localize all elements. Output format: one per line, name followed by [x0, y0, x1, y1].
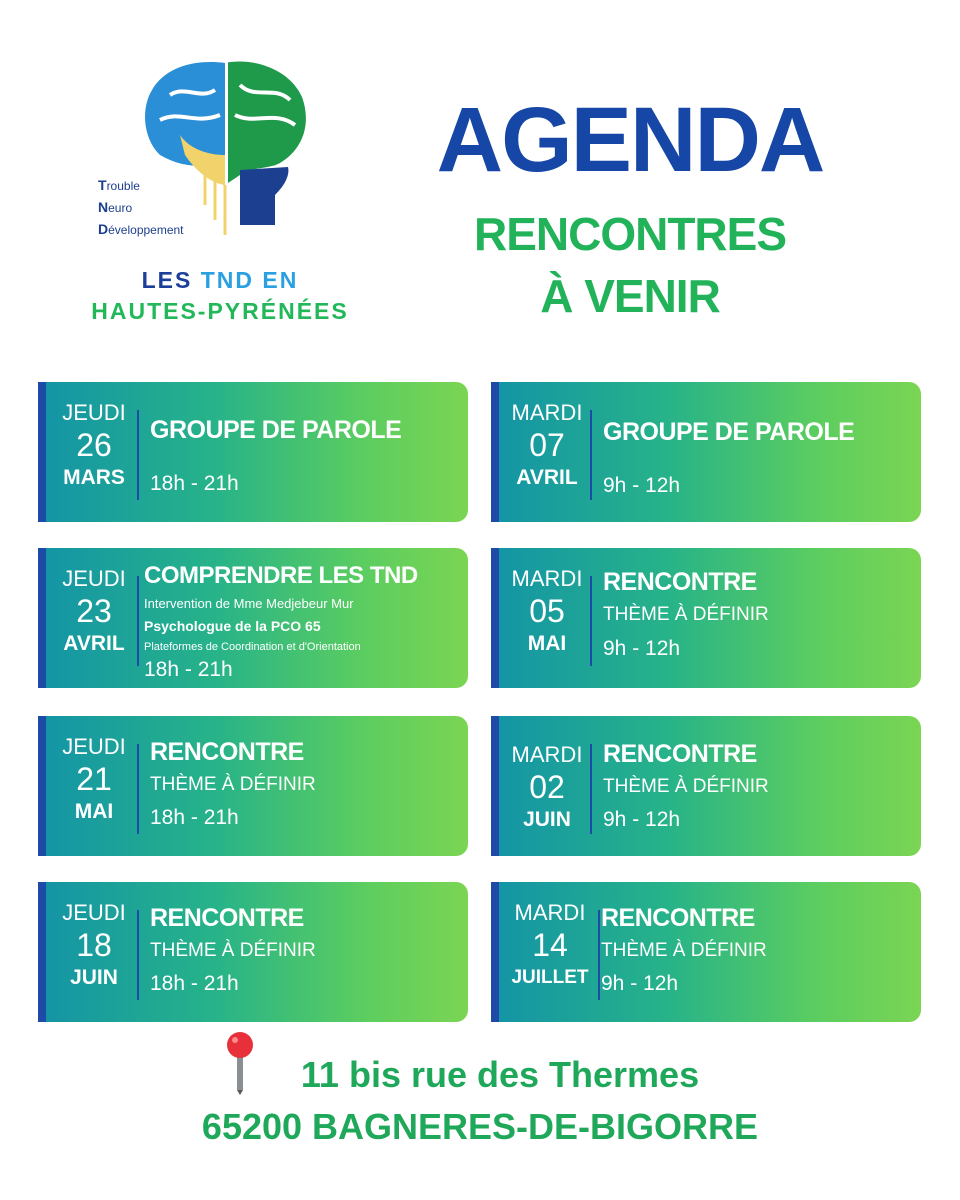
- event-weekday: JEUDI: [62, 566, 126, 591]
- event-date: [503, 900, 597, 992]
- event-time: 9h - 12h: [603, 637, 681, 660]
- address-line2: 65200 BAGNERES-DE-BIGORRE: [201, 1106, 759, 1147]
- divider: [137, 410, 139, 500]
- event-title: RENCONTRE: [603, 568, 757, 596]
- tnd-acronym: [98, 175, 184, 241]
- event-day-number: 02: [529, 769, 565, 805]
- event-weekday: JEUDI: [62, 400, 126, 425]
- event-weekday: JEUDI: [62, 900, 126, 925]
- logo-en: EN: [262, 267, 299, 293]
- event-card: [491, 716, 921, 856]
- event-month: JUIN: [523, 808, 571, 831]
- tnd-word-3: Développement: [98, 221, 184, 237]
- event-weekday: MARDI: [511, 742, 583, 767]
- event-speaker-role: Psychologue de la PCO 65: [144, 618, 321, 634]
- event-theme: THÈME À DÉFINIR: [150, 940, 316, 961]
- event-month: MARS: [63, 466, 125, 489]
- tnd-word-1: Trouble: [98, 177, 140, 193]
- event-date: [54, 400, 134, 492]
- event-weekday: MARDI: [511, 400, 583, 425]
- event-date: [54, 734, 134, 826]
- event-time: 18h - 21h: [150, 972, 239, 995]
- event-month: AVRIL: [63, 632, 125, 655]
- subtitle-line1: RENCONTRES: [473, 208, 787, 260]
- event-day-number: 14: [532, 927, 568, 963]
- divider: [590, 410, 592, 500]
- event-day-number: 26: [76, 427, 112, 463]
- logo-les: LES: [141, 267, 193, 293]
- event-card: [38, 716, 468, 856]
- event-title: RENCONTRE: [603, 740, 757, 768]
- event-theme: THÈME À DÉFINIR: [601, 940, 767, 961]
- subtitle-line2: À VENIR: [540, 270, 720, 322]
- event-card: [38, 382, 468, 522]
- logo-tnd: TND: [200, 267, 255, 293]
- address-line1: 11 bis rue des Thermes: [300, 1054, 700, 1095]
- divider: [137, 744, 139, 834]
- event-title: RENCONTRE: [150, 738, 304, 766]
- event-time: 9h - 12h: [601, 972, 679, 995]
- event-time: 9h - 12h: [603, 808, 681, 831]
- divider: [137, 576, 139, 666]
- event-date: [54, 900, 134, 992]
- event-organisation: Plateformes de Coordination et d'Orientation: [144, 641, 361, 653]
- event-month: AVRIL: [516, 466, 578, 489]
- event-date: [507, 742, 587, 834]
- event-month: MAI: [74, 800, 114, 823]
- event-time: 18h - 21h: [150, 806, 239, 829]
- event-card: [38, 882, 468, 1022]
- event-theme: THÈME À DÉFINIR: [150, 774, 316, 795]
- event-day-number: 05: [529, 593, 565, 629]
- event-card: [38, 548, 468, 688]
- logo-title-line1: [80, 267, 360, 294]
- event-weekday: MARDI: [511, 566, 583, 591]
- divider: [598, 910, 600, 1000]
- tnd-word-2: Neuro: [98, 199, 133, 215]
- page-title: AGENDA: [436, 89, 824, 191]
- event-month: MAI: [527, 632, 567, 655]
- event-theme: THÈME À DÉFINIR: [603, 776, 769, 797]
- event-weekday: JEUDI: [62, 734, 126, 759]
- event-day-number: 21: [76, 761, 112, 797]
- event-card: [491, 382, 921, 522]
- event-title: RENCONTRE: [150, 904, 304, 932]
- divider: [590, 744, 592, 834]
- event-weekday: MARDI: [514, 900, 586, 925]
- event-card: [491, 882, 921, 1022]
- event-title: GROUPE DE PAROLE: [150, 416, 402, 444]
- divider: [590, 576, 592, 666]
- event-title: RENCONTRE: [601, 904, 755, 932]
- divider: [137, 910, 139, 1000]
- event-date: [507, 566, 587, 658]
- event-theme: THÈME À DÉFINIR: [603, 604, 769, 625]
- logo: [80, 55, 380, 335]
- logo-title-line2: HAUTES-PYRÉNÉES: [91, 298, 349, 324]
- event-speaker: Intervention de Mme Medjebeur Mur: [144, 596, 354, 611]
- event-month: JUILLET: [511, 967, 589, 988]
- event-month: JUIN: [70, 966, 118, 989]
- event-time: 18h - 21h: [144, 658, 233, 681]
- event-day-number: 07: [529, 427, 565, 463]
- event-day-number: 18: [76, 927, 112, 963]
- event-time: 9h - 12h: [603, 474, 681, 497]
- event-title: GROUPE DE PAROLE: [603, 418, 855, 446]
- event-date: [507, 400, 587, 492]
- event-day-number: 23: [76, 593, 112, 629]
- event-card: [491, 548, 921, 688]
- event-title: COMPRENDRE LES TND: [144, 562, 418, 589]
- event-time: 18h - 21h: [150, 472, 239, 495]
- event-date: [54, 566, 134, 658]
